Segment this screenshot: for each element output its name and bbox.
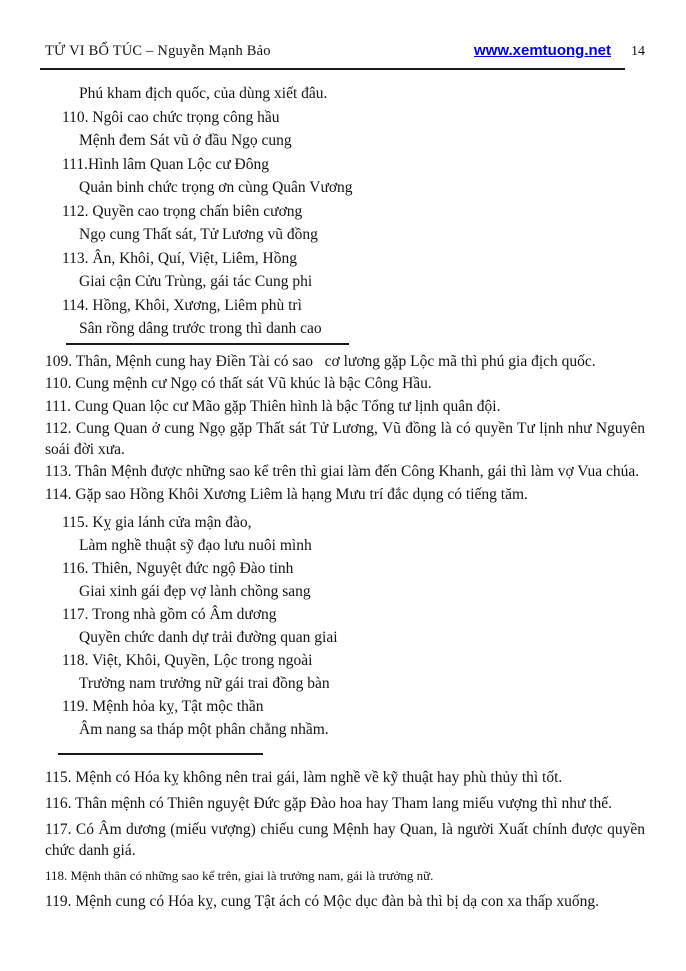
verse-line: Quản binh chức trọng ơn cùng Quân Vương [79,179,353,196]
verse-line: Âm nang sa tháp một phân chẳng nhầm. [79,721,329,738]
footnote-paragraph: 116. Thân mệnh có Thiên nguyệt Đức gặp Đào hoa hay Tham lang miếu vượng thì như thế. [45,795,613,812]
verse-line: Giai xinh gái đẹp vợ lành chồng sang [79,583,311,600]
verse-line: 111.Hình lâm Quan Lộc cư Đông [62,155,269,173]
page-number: 14 [631,44,645,59]
verse-line: Sân rồng dâng trước trong thì danh cao [79,320,322,337]
verse-block-1 [45,82,645,341]
verse-line: 112. Quyền cao trọng chấn biên cương [62,202,303,220]
verse-line: 117. Trong nhà gồm có Âm dương [62,606,277,623]
verse-line: 119. Mệnh hỏa kỵ, Tật mộc thần [62,698,264,715]
footnote-block [45,767,645,912]
page-header [45,0,645,60]
verse-line: 114. Hồng, Khôi, Xương, Liêm phù trì [62,296,302,314]
annotation-paragraph: 114. Gặp sao Hồng Khôi Xương Liêm là hạng Mưu trí đắc dụng có tiếng tăm. [45,485,528,503]
verse-line: 110. Ngôi cao chức trọng công hầu [62,108,280,126]
annotation-block [45,352,645,506]
annotation-paragraph: 113. Thân Mệnh được những sao kể trên thì giai làm đến Công Khanh, gái thì làm vợ Vua chúa. [45,463,640,480]
verse-line: Làm nghề thuật sỹ đạo lưu nuôi mình [79,537,312,554]
header-title: TỬ VI BỔ TÚC – Nguyễn Mạnh Bảo [45,43,271,59]
annotation-paragraph: 109. Thân, Mệnh cung hay Điền Tài có sao cơ lương gặp Lộc mã thì phú gia địch quốc. [45,352,596,370]
annotation-paragraph: 111. Cung Quan lộc cư Mão gặp Thiên hình là bậc Tổng tư lịnh quân đội. [45,397,501,415]
annotation-paragraph: 110. Cung mệnh cư Ngọ có thất sát Vũ khúc là bậc Công Hầu. [45,375,432,392]
verse-block-2 [45,511,645,741]
verse-line: Giai cận Cửu Trùng, gái tác Cung phi [79,273,313,290]
verse-line: 118. Việt, Khôi, Quyền, Lộc trong ngoài [62,652,313,669]
website-link[interactable]: www.xemtuong.net [474,42,611,59]
header-rule [40,68,625,70]
verse-line: Ngọ cung Thất sát, Tử Lương vũ đồng [79,226,318,243]
verse-line: Trưởng nam trưởng nữ gái trai đồng bàn [79,675,330,692]
footnote-paragraph: 119. Mệnh cung có Hóa kỵ, cung Tật ách có Mộc dục đàn bà thì bị dạ con xa thấp xuống. [45,893,599,910]
annotation-paragraph: 112. Cung Quan ở cung Ngọ gặp Thất sát Tử Lương, Vũ đồng là có quyền Tư lịnh như Nguyên soái đời xưa. [45,420,645,458]
footnote-paragraph: 118. Mệnh thân có những sao kể trên, giai là trưởng nam, gái là trưởng nữ. [45,868,434,883]
verse-line: 116. Thiên, Nguyệt đức ngộ Đào tinh [62,560,294,577]
verse-line: Quyền chức danh dự trải đường quan giai [79,629,338,646]
verse-line: 113. Ân, Khôi, Quí, Việt, Liêm, Hồng [62,249,297,267]
annotation-separator [66,343,349,345]
footnote-separator [58,753,263,755]
verse-line: 115. Kỵ gia lánh cửa mận đào, [62,514,252,531]
verse-line: Mệnh đem Sát vũ ở đầu Ngọ cung [79,132,292,149]
footnote-paragraph: 117. Có Âm dương (miếu vượng) chiếu cung Mệnh hay Quan, là người Xuất chính được quyền chức danh giá. [45,821,645,859]
verse-line: Phú kham địch quốc, của dùng xiết đâu. [79,85,328,102]
footnote-paragraph: 115. Mệnh có Hóa kỵ không nên trai gái, làm nghề về kỹ thuật hay phù thủy thì tốt. [45,769,563,786]
